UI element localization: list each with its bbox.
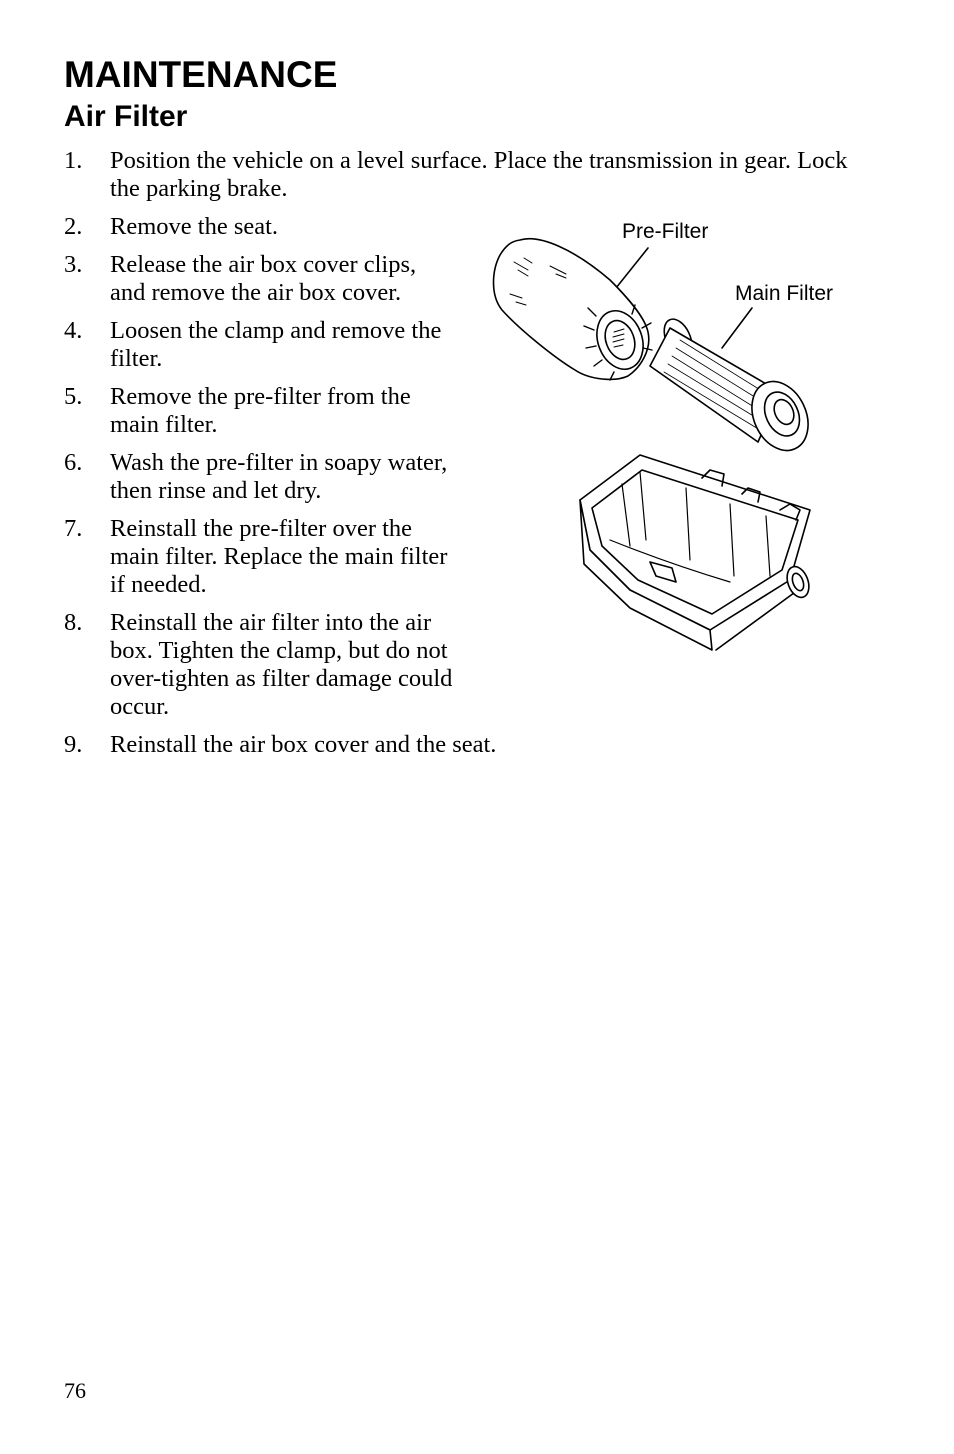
main-filter-label: Main Filter: [735, 282, 834, 305]
step-number: 2.: [64, 213, 83, 240]
pre-filter-drawing: [494, 239, 653, 380]
pre-filter-leader-line: [616, 248, 648, 288]
air-box-drawing: [580, 455, 813, 650]
step-text: Reinstall the air box cover and the seat.: [110, 731, 497, 758]
page-number: 76: [64, 1378, 86, 1403]
section-title: Air Filter: [64, 100, 188, 133]
step-number: 8.: [64, 609, 83, 636]
main-filter-leader-line: [722, 308, 752, 348]
air-filter-drawing: [480, 210, 860, 660]
step-number: 7.: [64, 515, 83, 542]
step-number: 3.: [64, 251, 83, 278]
step-text: Reinstall the air filter into the air box. Tighten the clamp, but do not over-tighten as filter damage could occur.: [110, 609, 453, 720]
step-text: Loosen the clamp and remove the filter.: [110, 317, 442, 372]
step-text: Position the vehicle on a level surface. Place the transmission in gear. Lock the parking brake.: [110, 147, 848, 202]
pre-filter-label: Pre-Filter: [622, 220, 709, 243]
page-title: MAINTENANCE: [64, 54, 338, 95]
main-filter-drawing: [650, 315, 819, 460]
step-item: [64, 731, 864, 759]
step-text: Remove the pre-filter from the main filter.: [110, 383, 411, 438]
step-item: [64, 147, 864, 203]
step-number: 9.: [64, 731, 83, 758]
step-number: 6.: [64, 449, 83, 476]
step-text: Remove the seat.: [110, 213, 279, 240]
step-number: 1.: [64, 147, 83, 174]
air-filter-illustration: [480, 210, 860, 660]
step-text: Reinstall the pre-filter over the main filter. Replace the main filter if needed.: [110, 515, 448, 598]
step-number: 4.: [64, 317, 83, 344]
step-text: Release the air box cover clips, and remove the air box cover.: [110, 251, 417, 306]
step-number: 5.: [64, 383, 83, 410]
step-text: Wash the pre-filter in soapy water, then rinse and let dry.: [110, 449, 448, 504]
